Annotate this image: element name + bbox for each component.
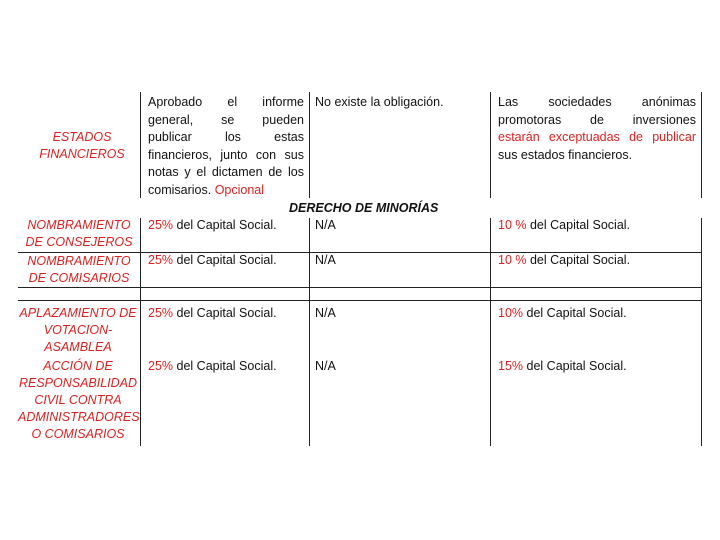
row-divider-2 bbox=[18, 287, 702, 288]
row-divider-3 bbox=[18, 300, 702, 301]
accion-col1: 25% del Capital Social. bbox=[148, 359, 277, 373]
row-label-aplazamiento: APLAZAMIENTO DE VOTACION-ASAMBLEA bbox=[19, 306, 137, 354]
estados-col1: Aprobado el informe general, se pueden publicar los estas financieros, junto con sus notas y el dictamen de los comisarios. Opcional bbox=[148, 95, 304, 197]
col-divider-2 bbox=[309, 92, 310, 198]
consejeros-col3: 10 % del Capital Social. bbox=[498, 218, 631, 232]
consejeros-col1: 25% del Capital Social. bbox=[148, 218, 277, 232]
comisarios-col2: N/A bbox=[315, 253, 336, 267]
col-divider-4 bbox=[701, 92, 702, 198]
aplazamiento-col2: N/A bbox=[315, 306, 336, 320]
consejeros-col2: N/A bbox=[315, 218, 336, 232]
aplazamiento-col1: 25% del Capital Social. bbox=[148, 306, 277, 320]
row-label-estados: ESTADOS FINANCIEROS bbox=[39, 130, 125, 161]
comisarios-col3: 10 % del Capital Social. bbox=[498, 253, 631, 267]
accion-col3: 15% del Capital Social. bbox=[498, 359, 627, 373]
row-label-consejeros: NOMBRAMIENTO DE CONSEJEROS bbox=[25, 218, 133, 249]
section-title: DERECHO DE MINORÍAS bbox=[289, 201, 439, 215]
estados-col2: No existe la obligación. bbox=[315, 95, 444, 109]
comisarios-col1: 25% del Capital Social. bbox=[148, 253, 277, 267]
row-label-accion: ACCIÓN DE RESPONSABILIDAD CIVIL CONTRA ADMINISTRADORES O COMISARIOS bbox=[18, 359, 140, 441]
aplazamiento-col3: 10% del Capital Social. bbox=[498, 306, 627, 320]
accion-col2: N/A bbox=[315, 359, 336, 373]
col-divider-3 bbox=[490, 92, 491, 198]
row-label-comisarios: NOMBRAMIENTO DE COMISARIOS bbox=[27, 254, 131, 285]
estados-col3: Las sociedades anónimas promotoras de inversiones estarán exceptuadas de publicar sus estados financieros. bbox=[498, 95, 696, 162]
col-divider-1 bbox=[140, 92, 141, 198]
